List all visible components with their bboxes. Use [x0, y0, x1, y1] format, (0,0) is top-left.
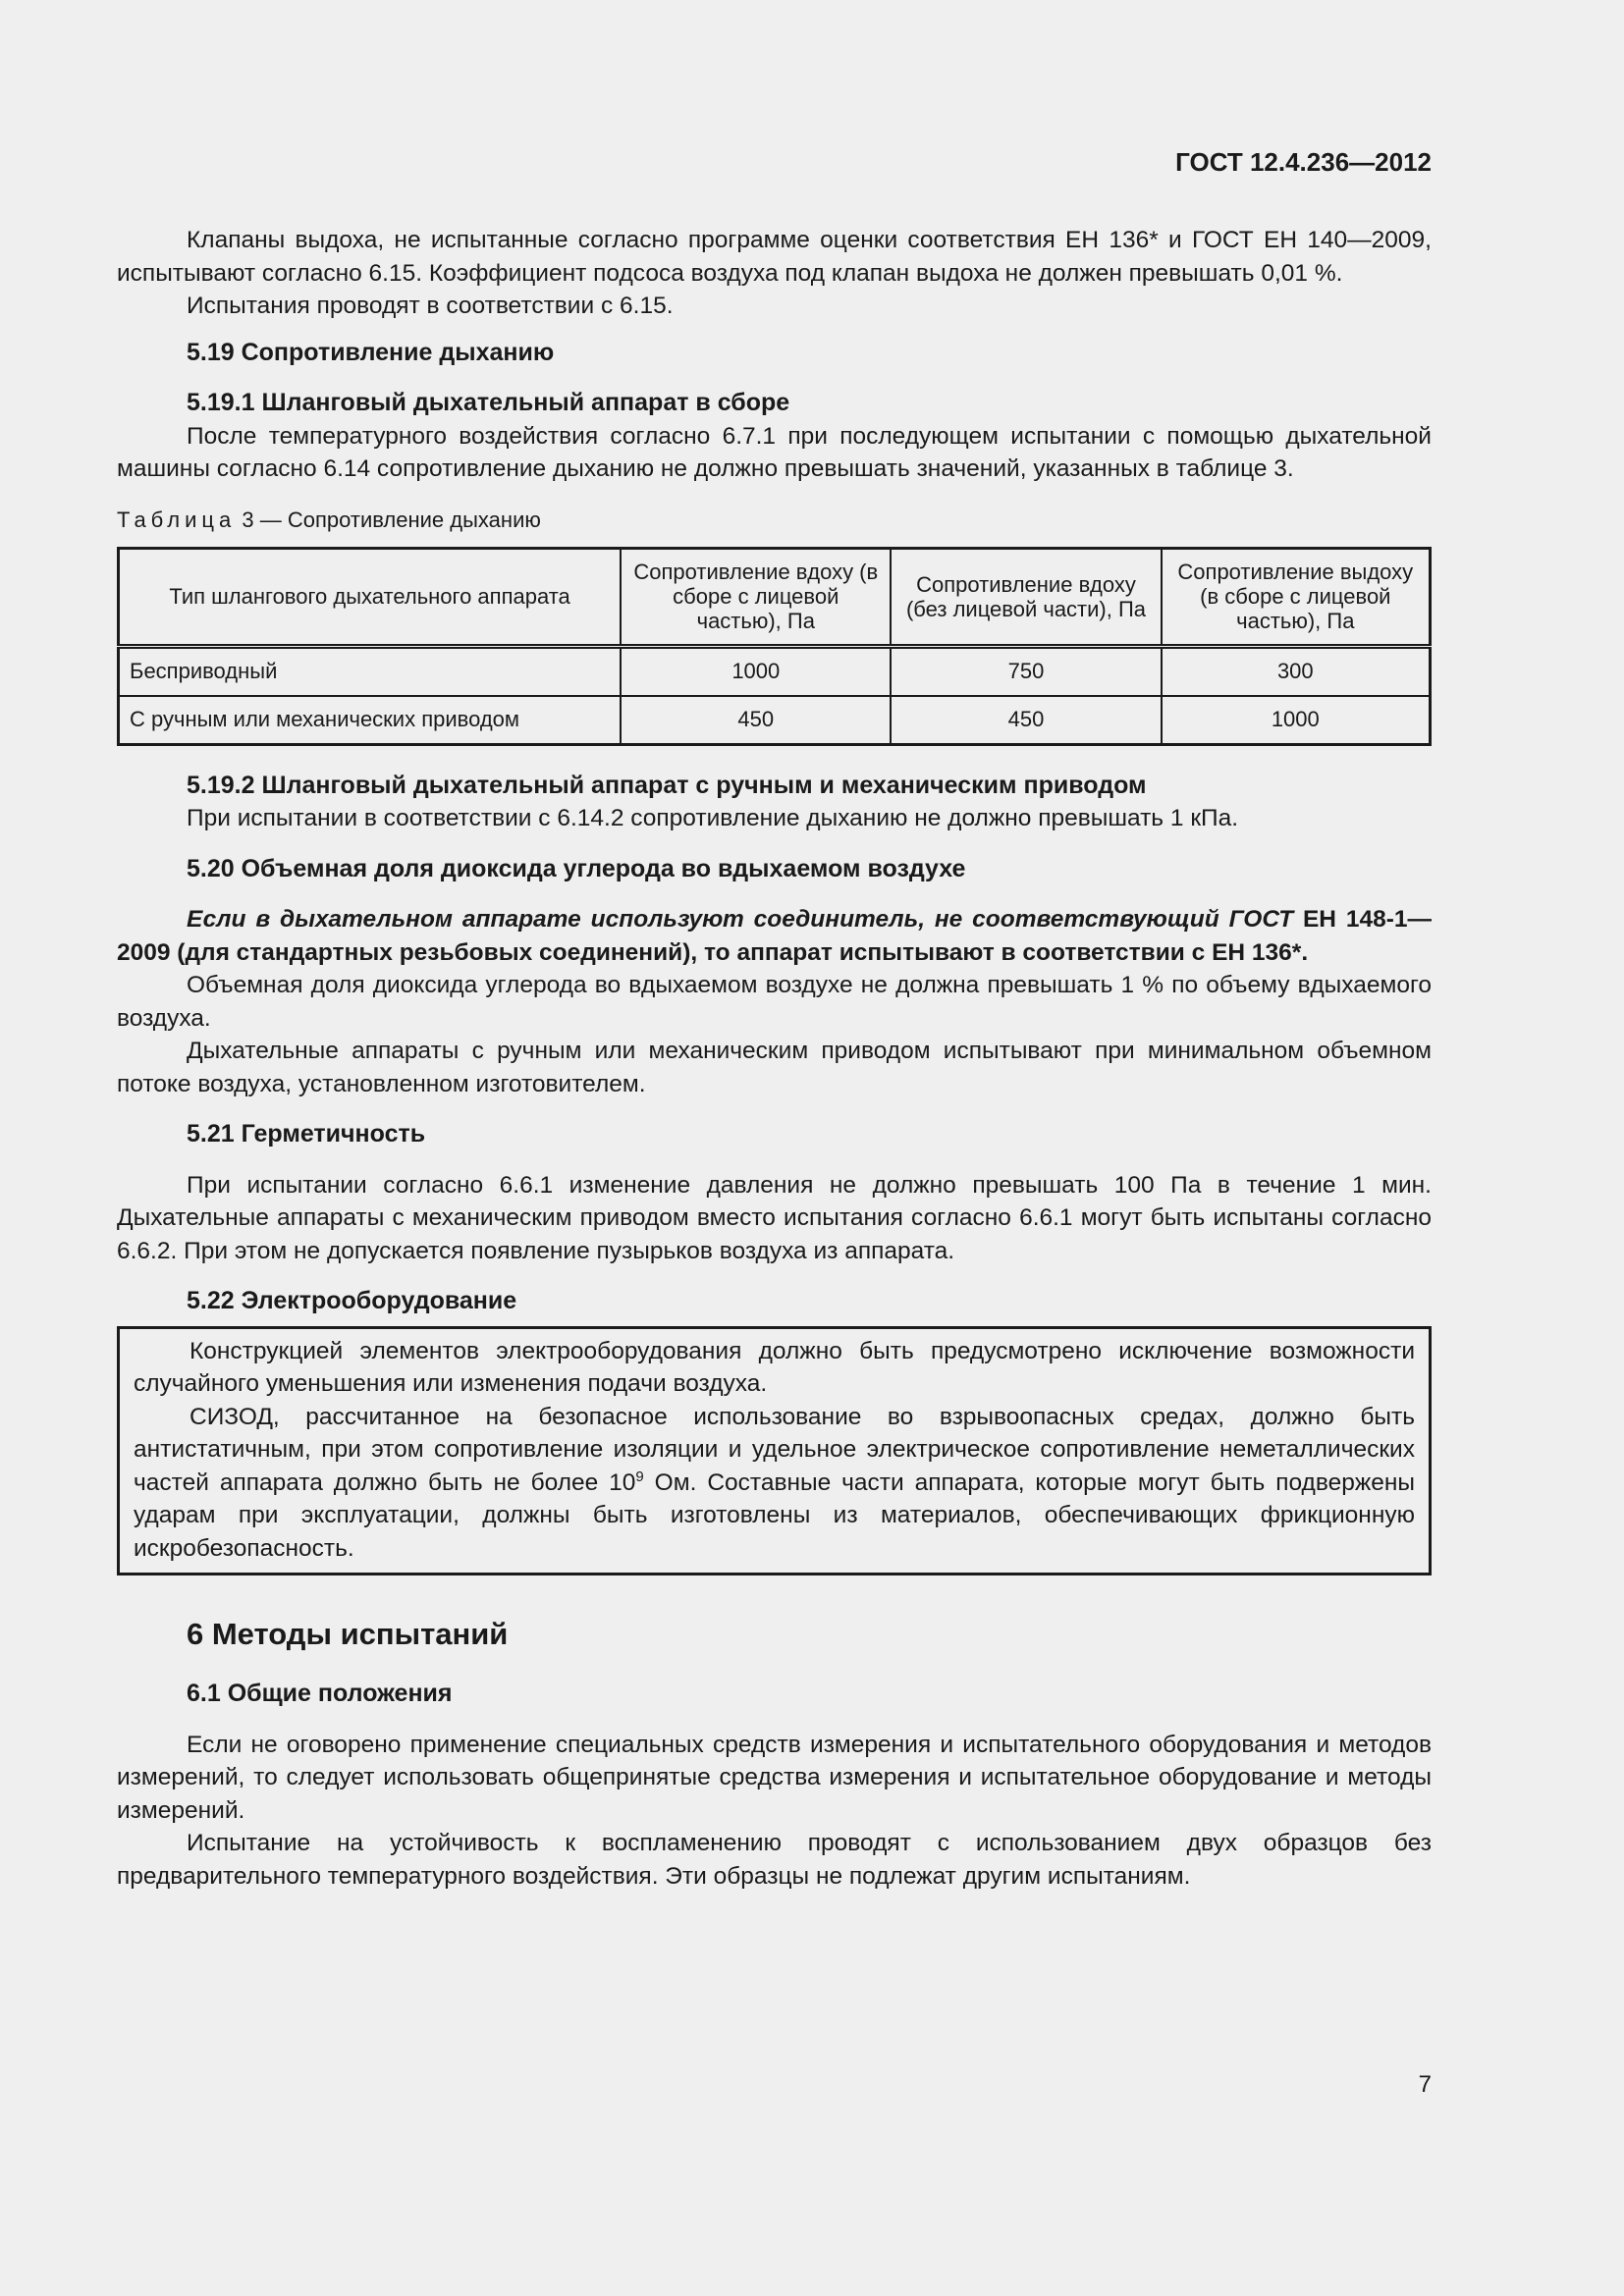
paragraph: Испытания проводят в соответствии с 6.15.: [187, 293, 674, 319]
table-caption: [117, 506, 1432, 535]
table-header-cell: Тип шлангового дыхательного аппарата: [119, 548, 622, 646]
amended-text-box: [117, 1326, 1432, 1576]
paragraph-part: СИЗОД, рассчитанное на безопасное использование во взрывоопасных средах, должно быть антистатичным, при этом сопротивление изоляции и удельное электрическое сопротивление неметаллических частей аппарата должно быть не более 10: [134, 1403, 1415, 1496]
subsection-heading-5-19-2: 5.19.2 Шланговый дыхательный аппарат с ручным и механическим приводом: [187, 771, 1147, 799]
section-heading-5-20: 5.20 Объемная доля диоксида углерода во вдыхаемом воздухе: [187, 854, 966, 882]
table-caption-text: 3 — Сопротивление дыханию: [242, 507, 541, 532]
document-code: ГОСТ 12.4.236—2012: [1175, 147, 1432, 177]
exponent: 9: [635, 1468, 644, 1485]
table-cell: 1000: [621, 646, 891, 696]
table-cell: С ручным или механических приводом: [119, 696, 622, 745]
table-caption-label: Таблица: [117, 507, 237, 532]
subsection-heading-5-19-1: 5.19.1 Шланговый дыхательный аппарат в сборе: [187, 389, 790, 416]
section-heading-6-1: 6.1 Общие положения: [187, 1680, 453, 1707]
table-row: [119, 696, 1431, 745]
table-cell: 450: [621, 696, 891, 745]
table-cell: Бесприводный: [119, 646, 622, 696]
paragraph: После температурного воздействия согласно 6.7.1 при последующем испытании с помощью дыхательной машины согласно 6.14 сопротивление дыханию не должно превышать значений, указанных в таблице 3.: [117, 422, 1432, 482]
paragraph-part: Ом. Составные части аппарата, которые могут быть подвержены ударам при эксплуатации, должны быть изготовлены из материалов, обеспечивающих фрикционную искробезопасность.: [134, 1468, 1415, 1562]
paragraph: Объемная доля диоксида углерода во вдыхаемом воздухе не должна превышать 1 % по объему вдыхаемого воздуха.: [117, 972, 1432, 1032]
paragraph: [134, 1401, 1415, 1566]
table-cell: 750: [891, 646, 1161, 696]
page-number: 7: [1418, 2071, 1432, 2098]
section-heading-5-19: 5.19 Сопротивление дыханию: [187, 338, 555, 366]
paragraph: При испытании согласно 6.6.1 изменение давления не должно превышать 100 Па в течение 1 мин. Дыхательные аппараты с механическим приводом вместо испытания согласно 6.6.1 могут быть испытаны согласно 6.6.2. При этом не допускается появление пузырьков воздуха из аппарата.: [117, 1171, 1432, 1264]
amendment-note-text: ЕН 148-1—2009 (для стандартных резьбовых соединений), то аппарат испытывают в соответствии с ЕН 136*.: [117, 906, 1432, 966]
paragraph: Дыхательные аппараты с ручным или механическим приводом испытывают при минимальном объемном потоке воздуха, установленном изготовителем.: [117, 1038, 1432, 1097]
amendment-note-italic: Если в дыхательном аппарате используют соединитель, не соответствующий ГОСТ: [187, 906, 1294, 933]
section-heading-5-21: 5.21 Герметичность: [187, 1120, 426, 1148]
paragraph: Конструкцией элементов электрооборудования должно быть предусмотрено исключение возможности случайного уменьшения или изменения подачи воздуха.: [134, 1337, 1415, 1397]
paragraph: Клапаны выдоха, не испытанные согласно программе оценки соответствия ЕН 136* и ГОСТ ЕН 140—2009, испытывают согласно 6.15. Коэффициент подсоса воздуха под клапан выдоха не должен превышать 0,01 %.: [117, 227, 1432, 287]
paragraph: Испытание на устойчивость к воспламенению проводят с использованием двух образцов без предварительного температурного воздействия. Эти образцы не подлежат другим испытаниям.: [117, 1830, 1432, 1890]
paragraph: При испытании в соответствии с 6.14.2 сопротивление дыханию не должно превышать 1 кПа.: [187, 805, 1239, 831]
chapter-heading-6: 6 Методы испытаний: [187, 1617, 509, 1651]
body-text: [117, 224, 1432, 1893]
section-heading-5-22: 5.22 Электрооборудование: [187, 1287, 517, 1314]
table-cell: 300: [1162, 646, 1431, 696]
paragraph: Если не оговорено применение специальных средств измерения и испытательного оборудования и методов измерений, то следует использовать общепринятые средства измерения и испытательное оборудование и методы измерений.: [117, 1731, 1432, 1824]
breathing-resistance-table: [117, 547, 1432, 746]
table-header-cell: Сопротивление выдоху (в сборе с лицевой частью), Па: [1162, 548, 1431, 646]
amendment-note: [117, 903, 1432, 969]
table-header-cell: Сопротивление вдоху (в сборе с лицевой частью), Па: [621, 548, 891, 646]
table-header-cell: Сопротивление вдоху (без лицевой части), Па: [891, 548, 1161, 646]
table-row: [119, 646, 1431, 696]
table-cell: 450: [891, 696, 1161, 745]
table-cell: 1000: [1162, 696, 1431, 745]
table-header-row: [119, 548, 1431, 646]
